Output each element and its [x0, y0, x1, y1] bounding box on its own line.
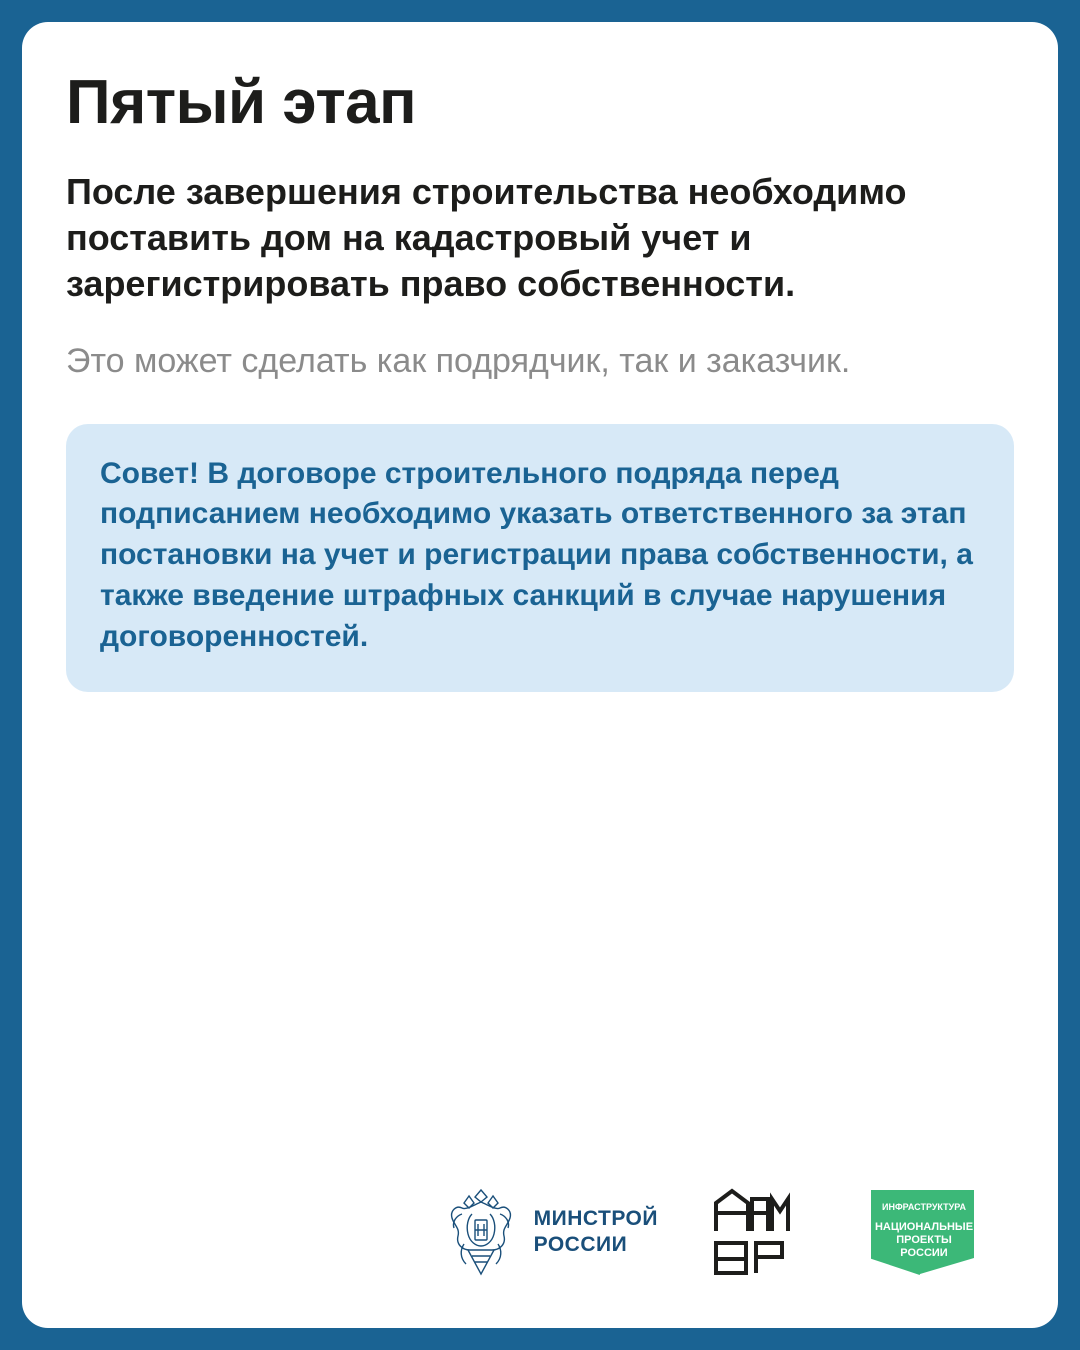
layout-spacer — [66, 692, 1014, 1185]
logo-strip — [66, 1184, 1014, 1300]
minstroy-logo-text — [534, 1206, 658, 1257]
sub-paragraph: Это может сделать как подрядчик, так и заказчик. — [66, 342, 851, 381]
page-title: Пятый этап — [66, 68, 417, 137]
minstroy-line-2: РОССИИ — [533, 1233, 628, 1256]
russian-coat-of-arms-icon — [442, 1184, 520, 1280]
tip-body: В договоре строительного подряда перед подписанием необходимо указать ответственного за этап постановки на учет и регистрации права собственности, а также введение штрафных санкций в случае нарушения договоренностей. — [100, 456, 973, 653]
minstroy-logo — [442, 1184, 658, 1280]
svg-text:ИНФРАСТРУКТУРА: ИНФРАСТРУКТУРА — [882, 1202, 966, 1212]
content-card — [22, 22, 1058, 1328]
svg-text:ПРОЕКТЫ: ПРОЕКТЫ — [896, 1234, 952, 1246]
tip-callout — [66, 424, 1014, 692]
tip-label: Совет! — [100, 456, 200, 490]
svg-text:РОССИИ: РОССИИ — [900, 1247, 948, 1259]
dom-rf-logo-icon — [712, 1187, 808, 1277]
minstroy-line-1: МИНСТРОЙ — [533, 1207, 658, 1231]
svg-text:НАЦИОНАЛЬНЫЕ: НАЦИОНАЛЬНЫЕ — [874, 1221, 974, 1233]
tip-paragraph — [100, 454, 980, 658]
lead-paragraph: После завершения строительства необходимо поставить дом на кадастровый учет и зарегистрировать право собственности. — [66, 171, 907, 305]
national-projects-logo-icon — [862, 1184, 980, 1280]
